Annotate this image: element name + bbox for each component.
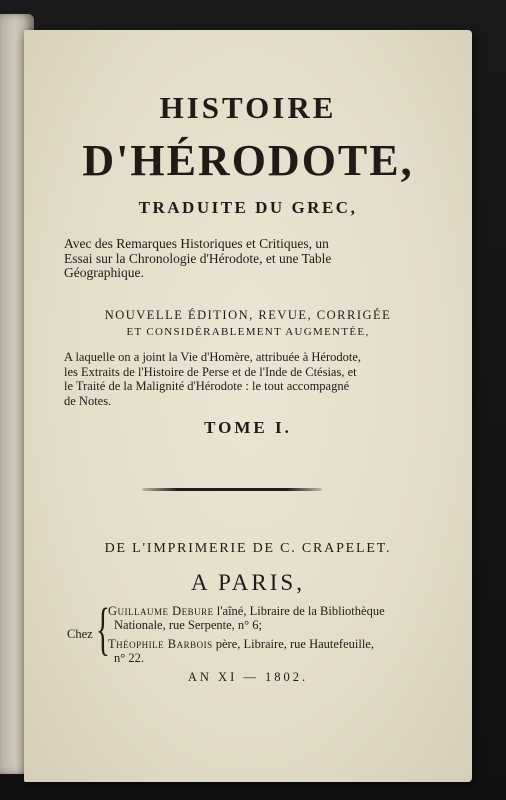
city-line: A PARIS, <box>191 570 305 595</box>
edition-line-1: NOUVELLE ÉDITION, REVUE, CORRIGÉE <box>104 308 392 322</box>
title-line-2: D'HÉRODOTE, <box>82 136 414 185</box>
bookseller-2-details: père, Libraire, rue Hautefeuille, <box>212 637 374 651</box>
additions-line: le Traité de la Malignité d'Hérodote : le tout accompagné <box>64 379 350 393</box>
edition-line-2: ET CONSIDÉRABLEMENT AUGMENTÉE, <box>126 326 370 338</box>
bookseller-1-details: l'aîné, Libraire de la Bibliothèque <box>213 604 385 618</box>
brace-glyph: { <box>96 596 110 661</box>
additions-paragraph <box>64 350 444 408</box>
printer-line: DE L'IMPRIMERIE DE C. CRAPELET. <box>104 541 392 556</box>
title-page <box>24 30 472 782</box>
description-line: Géographique. <box>64 265 144 280</box>
additions-line: de Notes. <box>64 393 112 408</box>
bookseller-2-address: n° 22. <box>114 651 144 665</box>
description-line: Avec des Remarques Historiques et Critiques, un <box>64 236 329 251</box>
volume-label: TOME I. <box>204 418 292 437</box>
additions-line: les Extraits de l'Histoire de Perse et de l'Inde de Ctésias, et <box>64 364 357 379</box>
bookseller-1 <box>108 604 428 632</box>
bookseller-2 <box>108 637 428 665</box>
bookseller-2-name: Théophile Barbois <box>108 637 213 651</box>
ornamental-rule <box>142 488 322 491</box>
bookseller-1-address: Nationale, rue Serpente, n° 6; <box>114 618 263 632</box>
chez-label: Chez <box>67 627 93 641</box>
subtitle: TRADUITE DU GREC, <box>138 198 358 217</box>
title-line-1: HISTOIRE <box>159 90 337 125</box>
additions-line: A laquelle on a joint la Vie d'Homère, attribuée à Hérodote, <box>64 350 362 364</box>
bookseller-1-name: Guillaume Debure <box>108 604 214 618</box>
publication-date: AN XI — 1802. <box>187 670 309 684</box>
description-line: Essai sur la Chronologie d'Hérodote, et une Table <box>64 250 332 266</box>
description-paragraph <box>64 237 444 281</box>
